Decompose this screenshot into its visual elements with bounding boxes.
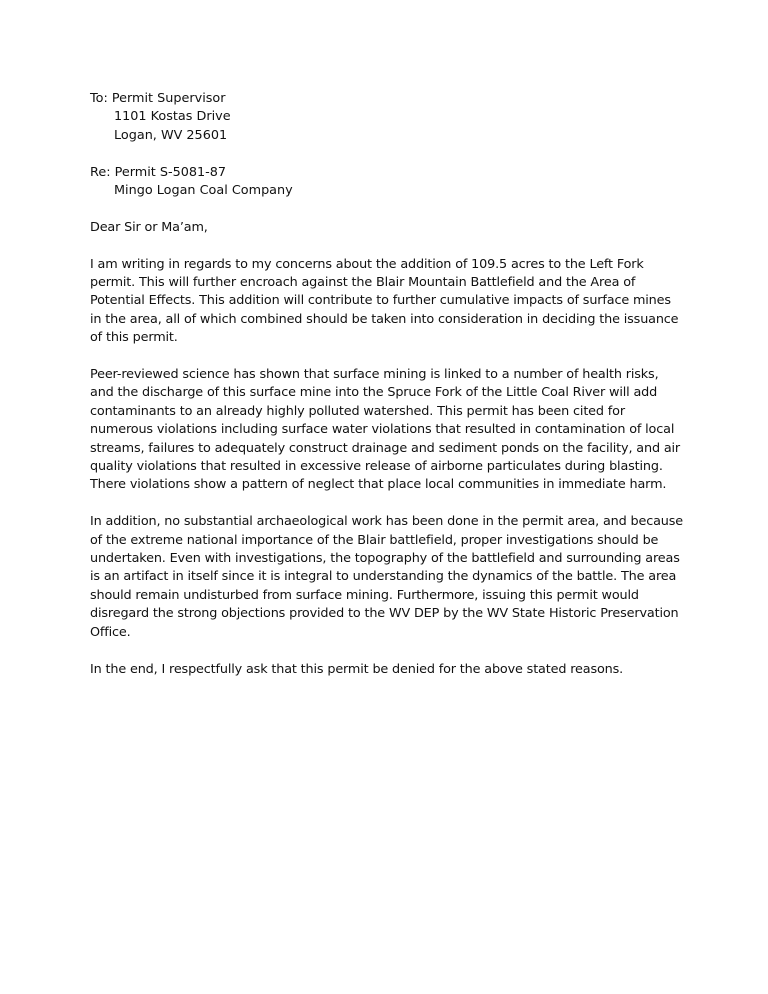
letter-body	[90, 90, 690, 679]
recipient-street: 1101 Kostas Drive	[114, 109, 231, 125]
paragraph-health-risks: Peer-reviewed science has shown that surface mining is linked to a number of health risks, and the discharge of this surface mine into the Spruce Fork of the Little Coal River will add contaminants to an already highly polluted watershed. This permit has been cited for numerous violations including surface water violations that resulted in contamination of local streams, failures to adequately construct drainage and sediment ponds on the facility, and air quality violations that resulted in excessive release of airborne particulates during blasting. There violations show a pattern of neglect that place local communities in immediate harm.	[90, 367, 681, 493]
paragraph-archaeology: In addition, no substantial archaeological work has been done in the permit area, and because of the extreme national importance of the Blair battlefield, proper investigations should be undertaken. Even with investigations, the topography of the battlefield and surrounding areas is an artifact in itself since it is integral to understanding the dynamics of the battle. The area should remain undisturbed from surface mining. Furthermore, issuing this permit would disregard the strong objections provided to the WV DEP by the WV State Historic Preservation Office.	[90, 514, 684, 640]
subject-reference	[90, 164, 690, 201]
subject-permit: Re: Permit S-5081-87	[90, 164, 227, 180]
recipient-line: To: Permit Supervisor	[90, 91, 226, 106]
recipient-address	[90, 90, 690, 145]
paragraph-closing: In the end, I respectfully ask that this permit be denied for the above stated reasons.	[90, 661, 624, 677]
spacer	[90, 145, 690, 163]
recipient-city: Logan, WV 25601	[114, 127, 228, 143]
spacer	[90, 237, 690, 255]
spacer	[90, 200, 690, 218]
subject-company: Mingo Logan Coal Company	[114, 183, 293, 199]
paragraph-concerns: I am writing in regards to my concerns about the addition of 109.5 acres to the Left Fork permit. This will further encroach against the Blair Mountain Battlefield and the Area of Potential Effects. This addition will contribute to further cumulative impacts of surface mines in the area, all of which combined should be taken into consideration in deciding the issuance of this permit.	[90, 256, 679, 346]
spacer	[90, 642, 690, 660]
spacer	[90, 495, 690, 513]
salutation: Dear Sir or Ma’am,	[90, 219, 208, 235]
spacer	[90, 348, 690, 366]
